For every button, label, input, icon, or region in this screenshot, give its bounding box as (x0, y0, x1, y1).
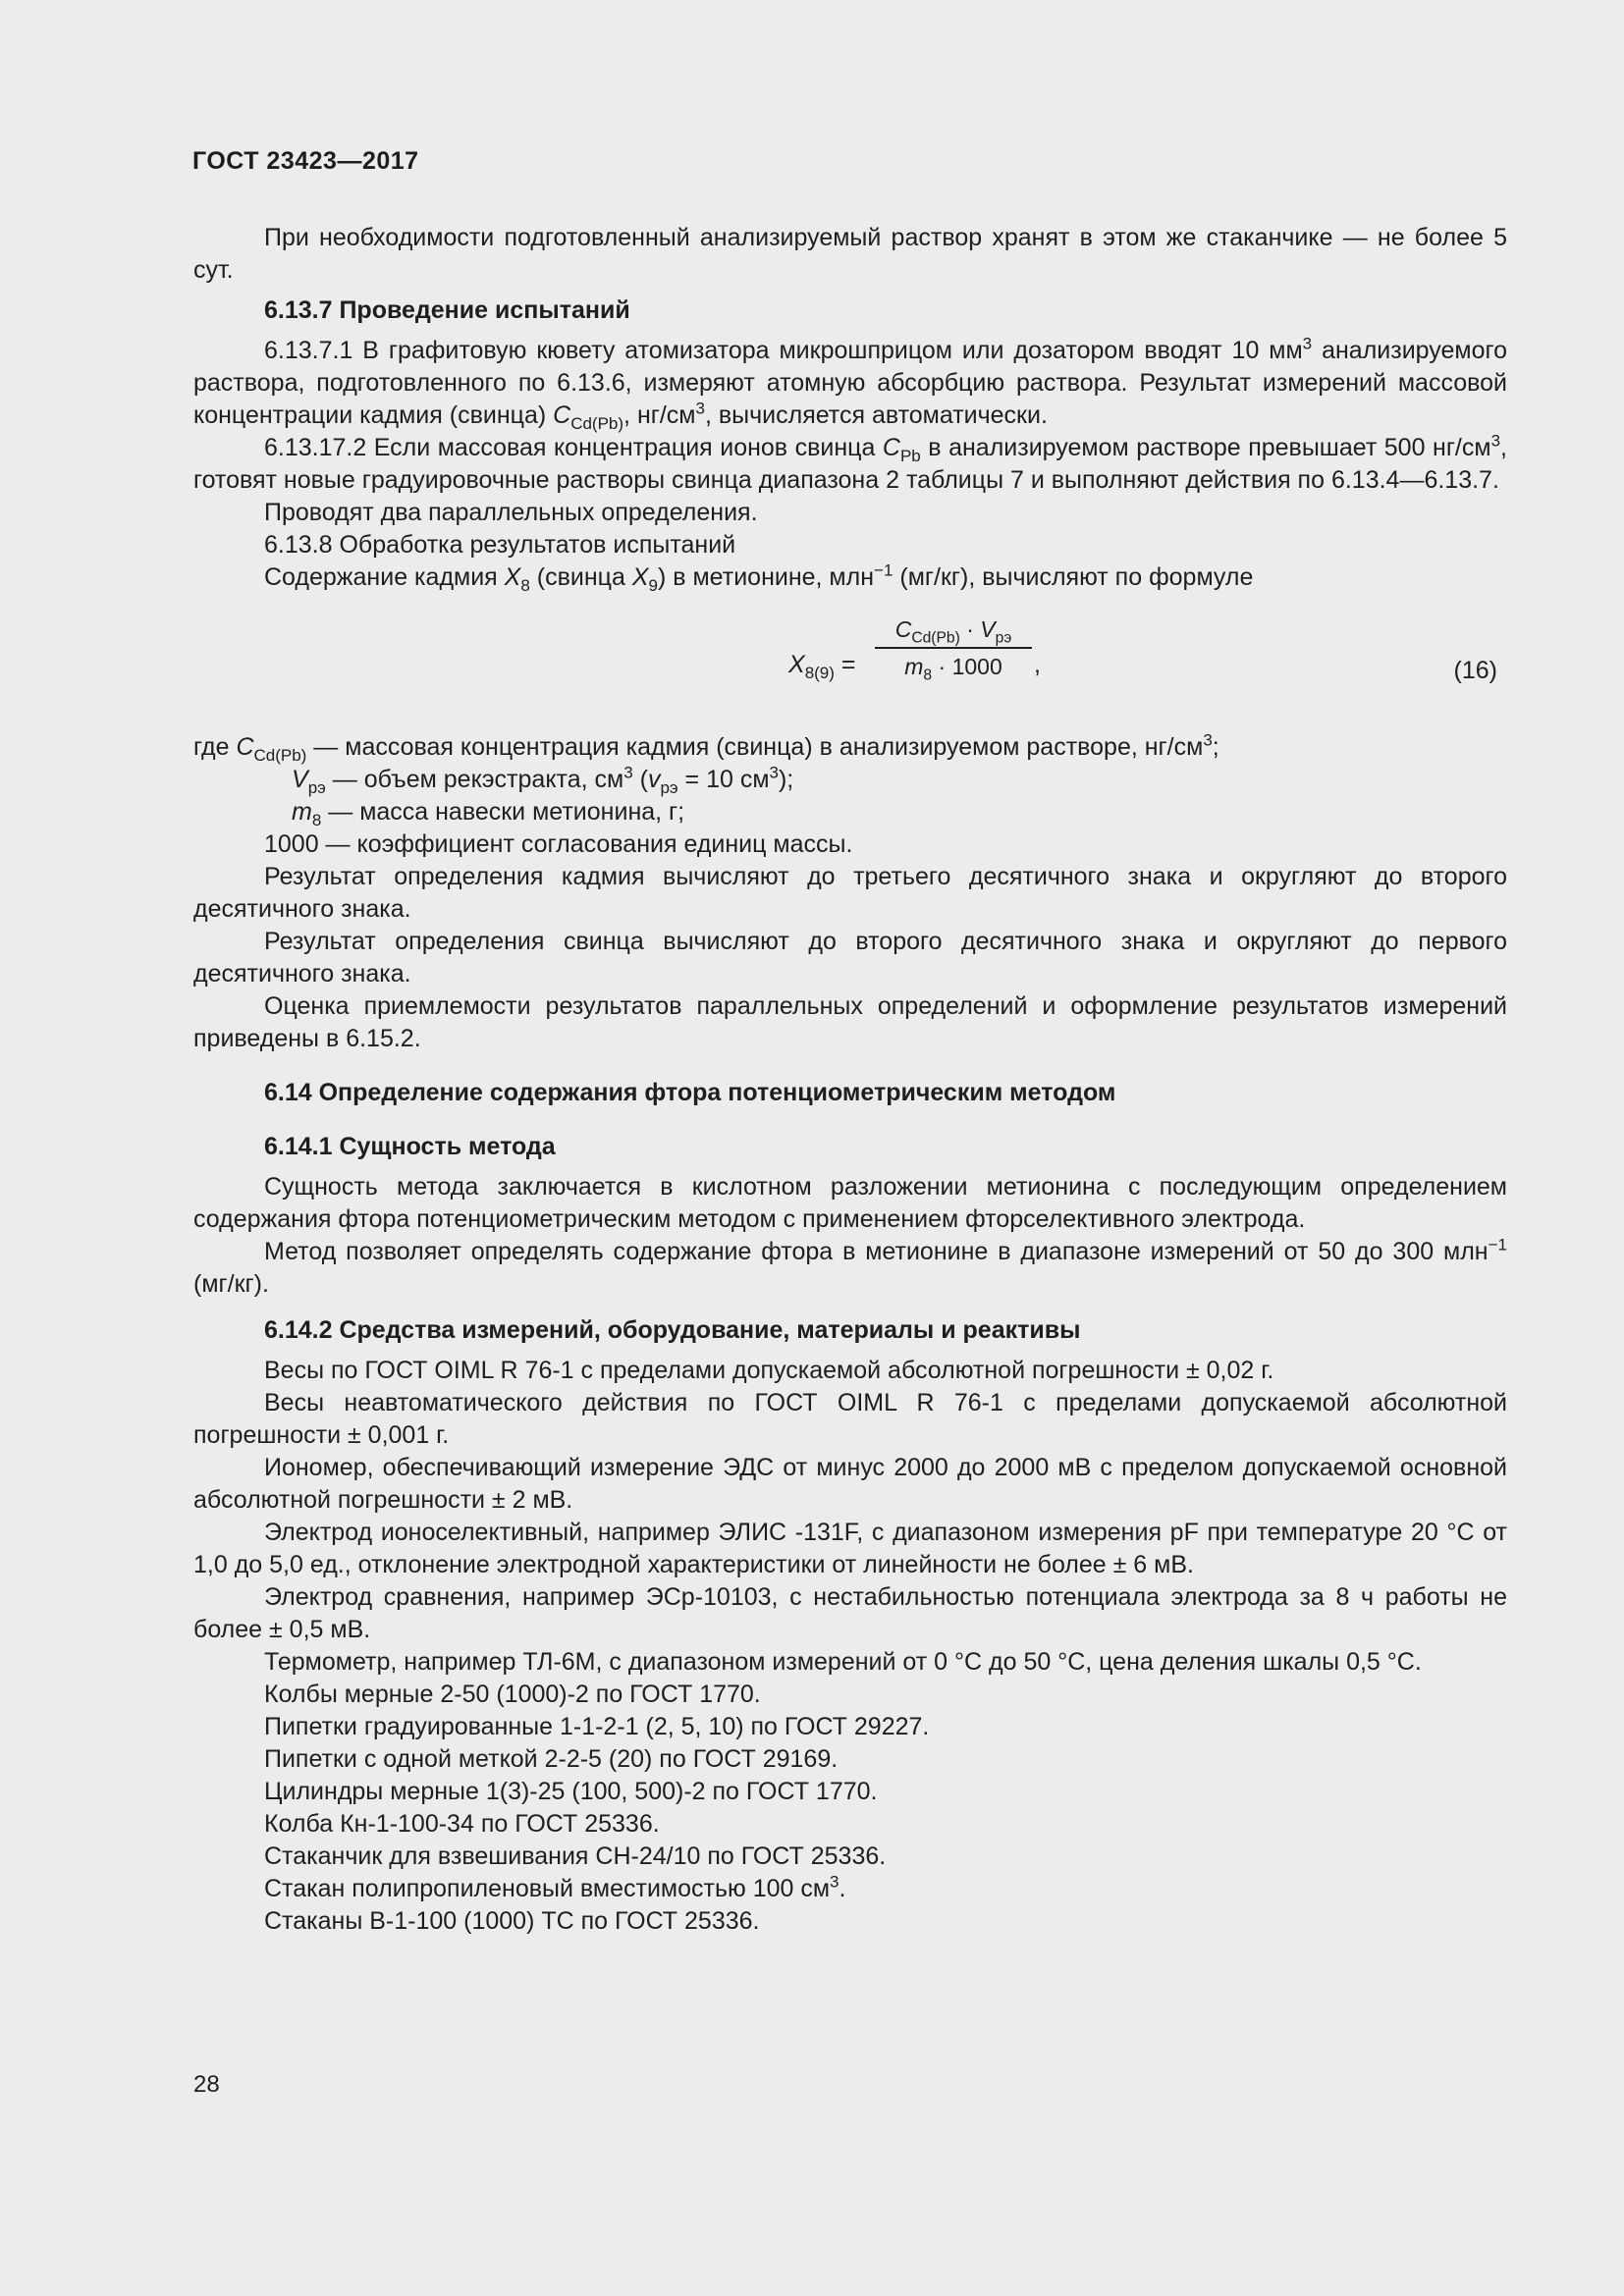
list-item: Стаканчик для взвешивания СН-24/10 по ГОСТ 25336. (264, 1842, 887, 1870)
paragraph-cadmium-rounding: Результат определения кадмия вычисляют до третьего десятичного знака и округляют до второго десятичного знака. (193, 863, 1507, 923)
formula-lhs: $X_{8(9)}$ = (788, 651, 856, 682)
list-item: Пипетки с одной меткой 2-2-5 (20) по ГОСТ 29169. (264, 1745, 839, 1773)
paragraph-method-range: Метод позволяет определять содержание фтора в метионине в диапазоне измерений от 50 до 300 млн$^{-1}$ (мг/кг). (193, 1235, 1507, 1298)
list-item: Электрод сравнения, например ЭСр-10103, с нестабильностью потенциала электрода за 8 ч работы не более ± 0,5 мВ. (193, 1583, 1507, 1643)
formula-numerator: $C_{Cd(Pb)} \cdot V_{рэ}$ (875, 615, 1032, 649)
paragraph-6-13-7-1: 6.13.7.1 В графитовую кювету атомизатора микрошприцом или дозатором вводят 10 $мм^3$ анализируемого раствора, подготовленного по 6.13.6, измеряют атомную абсорбцию раствора. Результат измерений массовой концентрации кадмия (свинца) $C_{Cd(Pb)}$, $нг/см^3$, вычисляется автоматически. (193, 334, 1507, 433)
list-item: Стаканы В-1-100 (1000) ТС по ГОСТ 25336. (264, 1907, 760, 1935)
formula-16 (193, 615, 1507, 710)
heading-6-14: 6.14 Определение содержания фтора потенциометрическим методом (264, 1079, 1116, 1106)
paragraph-6-13-17-2: 6.13.17.2 Если массовая концентрация ионов свинца $C_{Pb}$ в анализируемом растворе превышает 500 $нг/см^3$, готовят новые градуировочные растворы свинца диапазона 2 таблицы 7 и выполняют действия по 6.13.4—6.13.7. (193, 431, 1507, 494)
paragraph-storage: При необходимости подготовленный анализируемый раствор хранят в этом же стаканчике — не более 5 сут. (193, 224, 1507, 284)
list-item-beaker: Стакан полипропиленовый вместимостью 100 $см^3$. (264, 1872, 846, 1902)
list-item: Колба Кн-1-100-34 по ГОСТ 25336. (264, 1810, 660, 1838)
list-item: Колбы мерные 2-50 (1000)-2 по ГОСТ 1770. (264, 1681, 761, 1708)
page-content (193, 222, 1507, 1938)
formula-comma: , (1034, 651, 1041, 678)
heading-6-13-8: 6.13.8 Обработка результатов испытаний (264, 531, 736, 559)
list-item: Термометр, например ТЛ-6М, с диапазоном измерений от 0 °С до 50 °С, цена деления шкалы 0,5 °С. (264, 1648, 1422, 1676)
paragraph-content-formula-intro: Содержание кадмия $X_8$ (свинца $X_9$) в метионине, млн$^{-1}$ (мг/кг), вычисляют по формуле (264, 561, 1254, 595)
where-v: $V_{рэ}$ — объем рекэстракта, $см^3$ ($v_{рэ} = 10$ $см^3$); (292, 763, 794, 797)
list-item: Пипетки градуированные 1-1-2-1 (2, 5, 10) по ГОСТ 29227. (264, 1713, 930, 1740)
formula-number: (16) (1453, 657, 1497, 684)
where-1000: 1000 — коэффициент согласования единиц массы. (264, 830, 853, 858)
equipment-list (193, 1355, 1507, 1938)
page-number: 28 (193, 2071, 220, 2098)
paragraph-lead-rounding: Результат определения свинца вычисляют до второго десятичного знака и округляют до первого десятичного знака. (193, 928, 1507, 988)
document-header: ГОСТ 23423—2017 (192, 147, 419, 175)
formula-denominator: $m_8 \cdot 1000$ (904, 654, 1002, 684)
heading-6-14-1: 6.14.1 Сущность метода (264, 1133, 556, 1160)
list-item: Электрод ионоселективный, например ЭЛИС -131F, с диапазоном измерения pF при температуре 20 °С от 1,0 до 5,0 ед., отклонение электродной характеристики от линейности не более ± 6 мВ. (193, 1519, 1507, 1578)
list-item: Весы неавтоматического действия по ГОСТ OIML R 76-1 с пределами допускаемой абсолютной погрешности ± 0,001 г. (193, 1389, 1507, 1449)
paragraph-method-essence: Сущность метода заключается в кислотном разложении метионина с последующим определением содержания фтора потенциометрическим методом с применением фторселективного электрода. (193, 1173, 1507, 1233)
paragraph-acceptability: Оценка приемлемости результатов параллельных определений и оформление результатов измерений приведены в 6.15.2. (193, 992, 1507, 1052)
paragraph-two-determinations: Проводят два параллельных определения. (264, 499, 758, 526)
heading-6-14-2: 6.14.2 Средства измерений, оборудование, материалы и реактивы (264, 1316, 1081, 1344)
where-m: $m_8$ — масса навески метионина, г; (292, 798, 685, 829)
list-item: Иономер, обеспечивающий измерение ЭДС от минус 2000 до 2000 мВ с пределом допускаемой основной абсолютной погрешности ± 2 мВ. (193, 1454, 1507, 1514)
list-item: Цилиндры мерные 1(3)-25 (100, 500)-2 по ГОСТ 1770. (264, 1778, 878, 1805)
formula-fraction (875, 615, 1032, 684)
heading-6-13-7: 6.13.7 Проведение испытаний (264, 296, 630, 324)
where-c: где $C_{Cd(Pb)}$ — массовая концентрация кадмия (свинца) в анализируемом растворе, $нг/см^3$; (193, 730, 1219, 765)
list-item: Весы по ГОСТ OIML R 76-1 с пределами допускаемой абсолютной погрешности ± 0,02 г. (264, 1357, 1274, 1384)
